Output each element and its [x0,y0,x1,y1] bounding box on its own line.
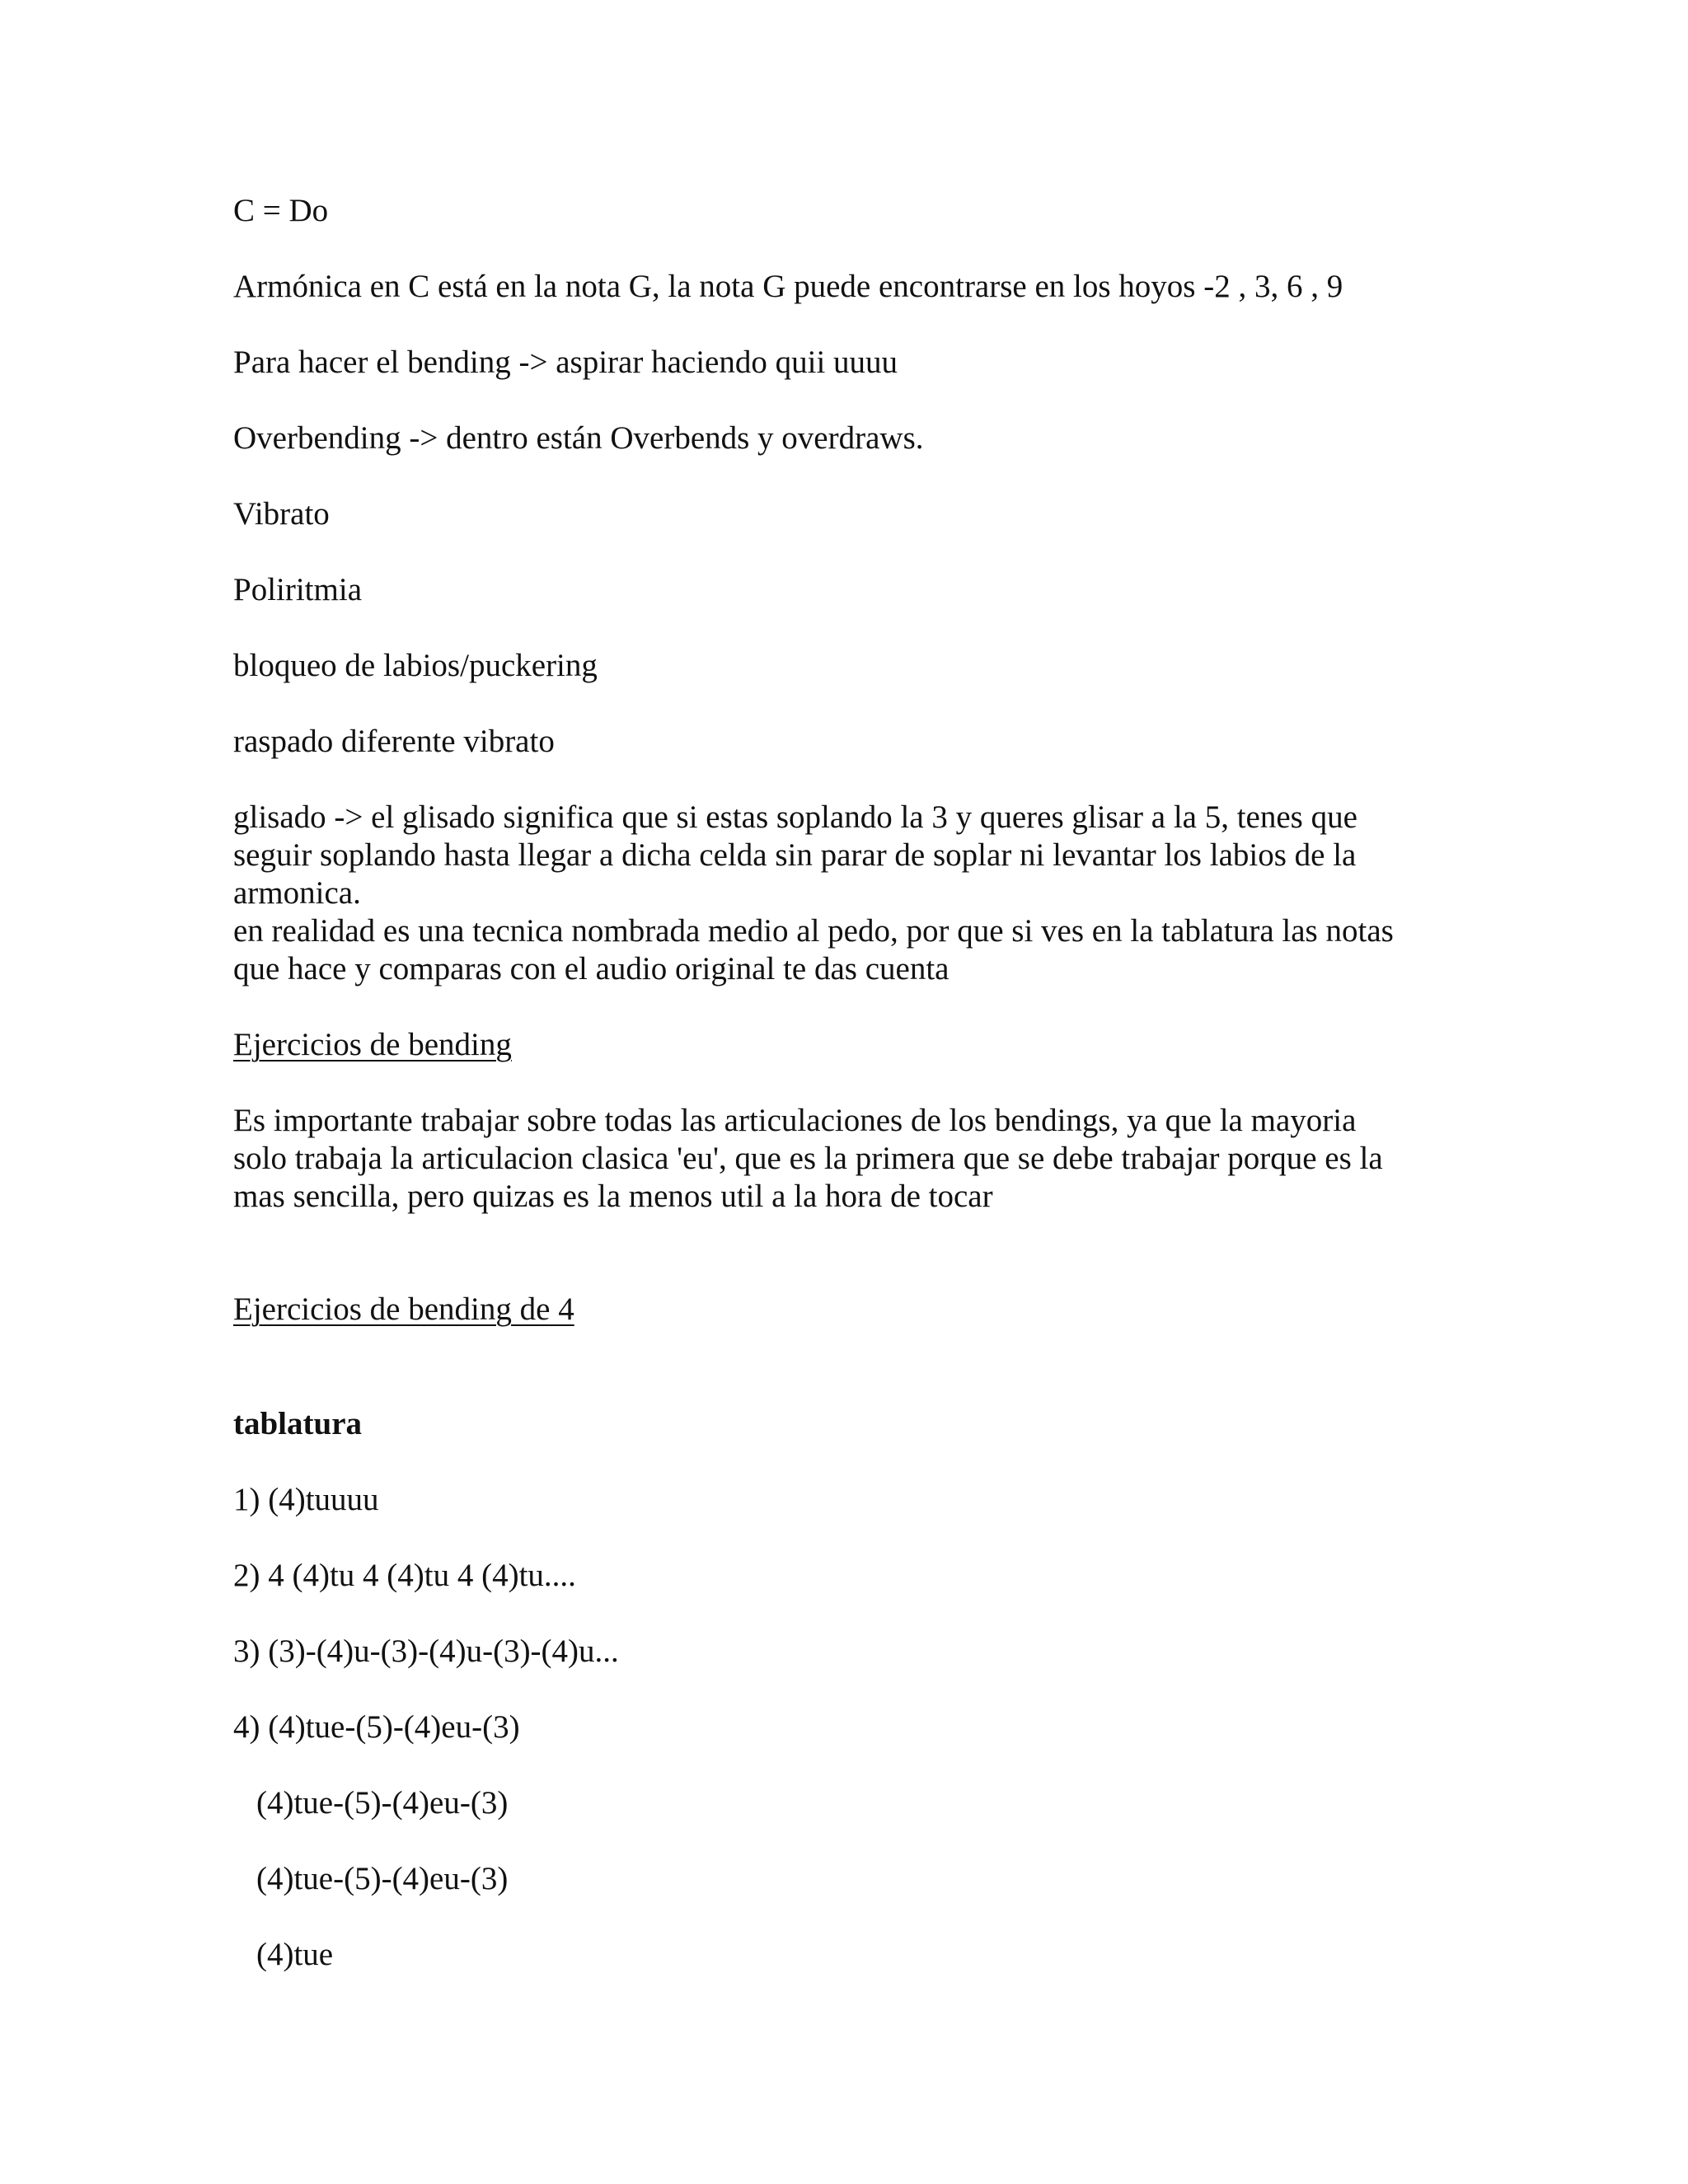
glisado-line: armonica. [233,875,361,911]
line-armonica: Armónica en C está en la nota G, la nota G puede encontrarse en los hoyos -2 , 3, 6 , 9 [233,269,1343,304]
line-poliritmia: Poliritmia [233,572,362,607]
heading-ejercicios-de-bending-de-4: Ejercicios de bending de 4 [233,1291,574,1327]
line-raspado: raspado diferente vibrato [233,724,555,759]
tab-line-4-continued: (4)tue [256,1937,334,1972]
line-overbending: Overbending -> dentro están Overbends y overdraws. [233,420,924,456]
importante-line: mas sencilla, pero quizas es la menos util a la hora de tocar [233,1179,993,1214]
tab-line-4: 4) (4)tue-(5)-(4)eu-(3) [233,1709,520,1745]
glisado-line: seguir soplando hasta llegar a dicha celda sin parar de soplar ni levantar los labios de la [233,837,1357,873]
heading-tablatura: tablatura [233,1406,362,1441]
line-bending: Para hacer el bending -> aspirar haciendo quii uuuu [233,344,898,380]
line-vibrato: Vibrato [233,496,330,532]
glisado-line: glisado -> el glisado significa que si estas soplando la 3 y queres glisar a la 5, tenes que [233,799,1357,835]
importante-line: Es importante trabajar sobre todas las articulaciones de los bendings, ya que la mayoria [233,1103,1357,1138]
glisado-line: que hace y comparas con el audio original te das cuenta [233,951,950,987]
heading-ejercicios-de-bending: Ejercicios de bending [233,1027,512,1062]
tab-line-4-continued: (4)tue-(5)-(4)eu-(3) [256,1861,509,1896]
tab-line-4-continued: (4)tue-(5)-(4)eu-(3) [256,1785,509,1821]
line-bloqueo: bloqueo de labios/puckering [233,648,598,683]
importante-line: solo trabaja la articulacion clasica 'eu', que es la primera que se debe trabajar porque es la [233,1141,1383,1176]
tab-line-3: 3) (3)-(4)u-(3)-(4)u-(3)-(4)u... [233,1633,619,1669]
line-c-do: C = Do [233,193,329,228]
glisado-line: en realidad es una tecnica nombrada medio al pedo, por que si ves en la tablatura las notas [233,913,1394,949]
tab-line-2: 2) 4 (4)tu 4 (4)tu 4 (4)tu.... [233,1558,576,1593]
tab-line-1: 1) (4)tuuuu [233,1482,379,1517]
